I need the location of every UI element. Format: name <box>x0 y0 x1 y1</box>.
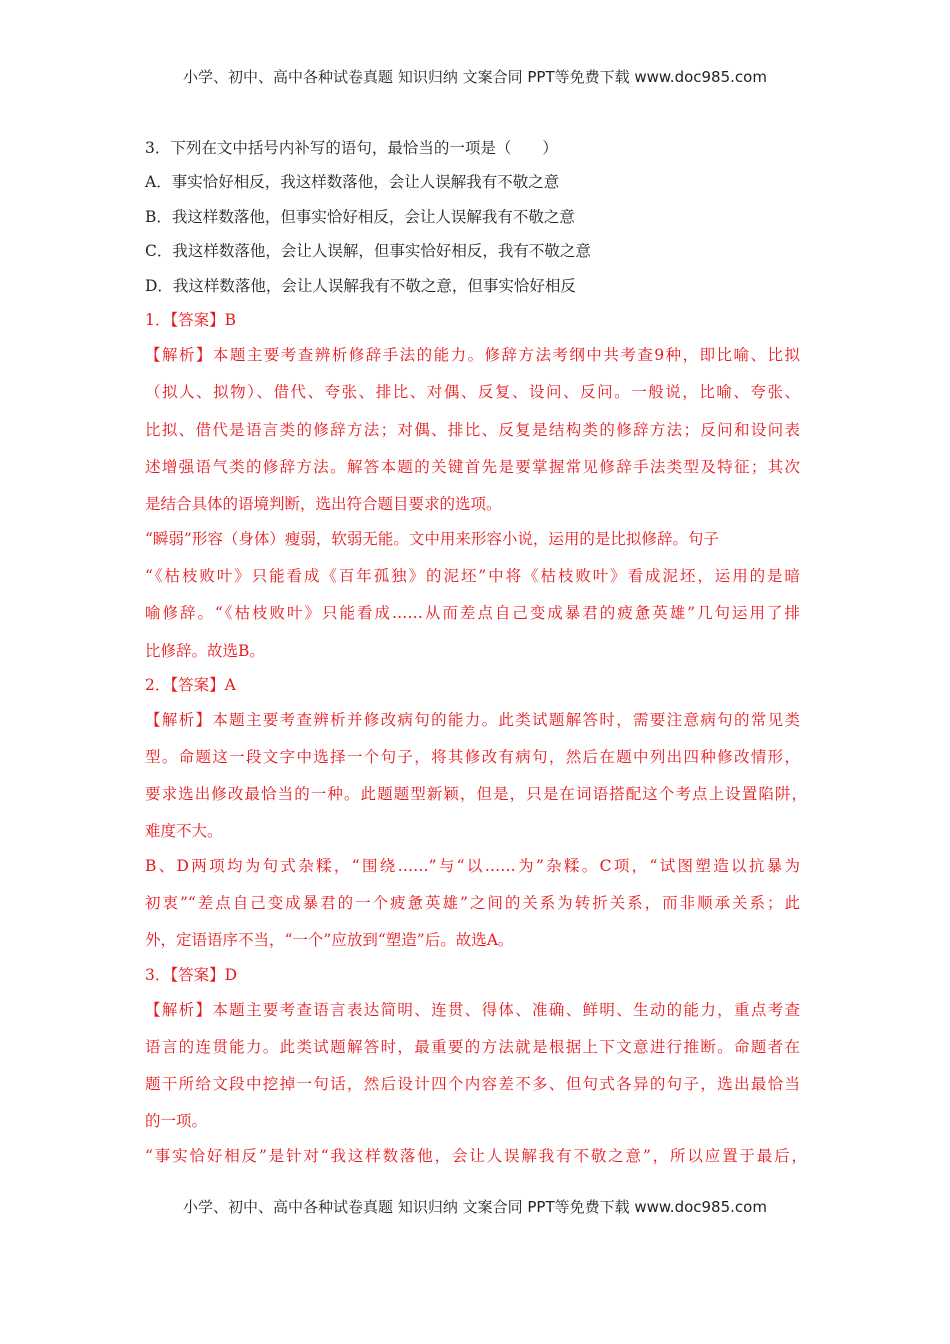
analysis-line: 比拟、借代是语言类的修辞方法；对偶、排比、反复是结构类的修辞方法；反问和设问表 <box>145 421 800 439</box>
detail-line: “《枯枝败叶》只能看成《百年孤独》的泥坯”中将《枯枝败叶》看成泥坯，运用的是暗 <box>145 567 800 585</box>
analysis-line: 型。命题这一段文字中选择一个句子，将其修改有病句，然后在题中列出四种修改情形， <box>145 748 800 766</box>
detail-line: 初衷”“差点自己变成暴君的一个疲惫英雄”之间的关系为转折关系，而非顺承关系；此 <box>145 894 800 912</box>
analysis-line: 【解析】本题主要考查辨析并修改病句的能力。此类试题解答时，需要注意病句的常见类 <box>145 711 800 729</box>
analysis-line: 【解析】本题主要考查语言表达简明、连贯、得体、准确、鲜明、生动的能力，重点考查 <box>145 1001 800 1019</box>
page-header: 小学、初中、高中各种试卷真题 知识归纳 文案合同 PPT等免费下载 www.doc985.com <box>183 68 767 86</box>
option-b: B．我这样数落他，但事实恰好相反，会让人误解我有不敬之意 <box>145 208 575 226</box>
analysis-line: 题干所给文段中挖掉一句话，然后设计四个内容差不多、但句式各异的句子，选出最恰当 <box>145 1075 800 1093</box>
question-stem: 3．下列在文中括号内补写的语句，最恰当的一项是（ ） <box>145 139 558 157</box>
analysis-line: （拟人、拟物）、借代、夸张、排比、对偶、反复、设问、反问。一般说，比喻、夸张、 <box>145 383 800 401</box>
option-a: A．事实恰好相反，我这样数落他，会让人误解我有不敬之意 <box>145 173 560 191</box>
answer-label-1: 1．【答案】B <box>145 311 237 329</box>
page-footer: 小学、初中、高中各种试卷真题 知识归纳 文案合同 PPT等免费下载 www.doc985.com <box>183 1198 767 1216</box>
answer-label-2: 2．【答案】A <box>145 676 236 694</box>
detail-line: 喻修辞。“《枯枝败叶》只能看成……从而差点自己变成暴君的疲惫英雄”几句运用了排 <box>145 604 800 622</box>
detail-line: 外，定语语序不当，“一个”应放到“塑造”后。故选A。 <box>145 931 514 949</box>
option-d: D．我这样数落他，会让人误解我有不敬之意，但事实恰好相反 <box>145 277 576 295</box>
analysis-line: 【解析】本题主要考查辨析修辞手法的能力。修辞方法考纲中共考查9种，即比喻、比拟 <box>145 346 800 364</box>
option-c: C．我这样数落他，会让人误解，但事实恰好相反，我有不敬之意 <box>145 242 591 260</box>
analysis-line: 难度不大。 <box>145 822 223 840</box>
analysis-line: 的一项。 <box>145 1112 208 1130</box>
detail-line: 比修辞。故选B。 <box>145 642 265 660</box>
analysis-line: 是结合具体的语境判断，选出符合题目要求的选项。 <box>145 495 502 513</box>
detail-line: “事实恰好相反”是针对“我这样数落他，会让人误解我有不敬之意”，所以应置于最后， <box>145 1147 807 1165</box>
detail-line: “瞬弱”形容（身体）瘦弱，软弱无能。文中用来形容小说，运用的是比拟修辞。句子 <box>145 530 719 548</box>
answer-label-3: 3．【答案】D <box>145 966 238 984</box>
analysis-line: 述增强语气类的修辞方法。解答本题的关键首先是要掌握常见修辞手法类型及特征；其次 <box>145 458 800 476</box>
detail-line: B、D两项均为句式杂糅，“围绕……”与“以……为”杂糅。C项，“试图塑造以抗暴为 <box>145 857 800 875</box>
analysis-line: 要求选出修改最恰当的一种。此题题型新颖，但是，只是在词语搭配这个考点上设置陷阱， <box>145 785 807 803</box>
analysis-line: 语言的连贯能力。此类试题解答时，最重要的方法就是根据上下文意进行推断。命题者在 <box>145 1038 800 1056</box>
